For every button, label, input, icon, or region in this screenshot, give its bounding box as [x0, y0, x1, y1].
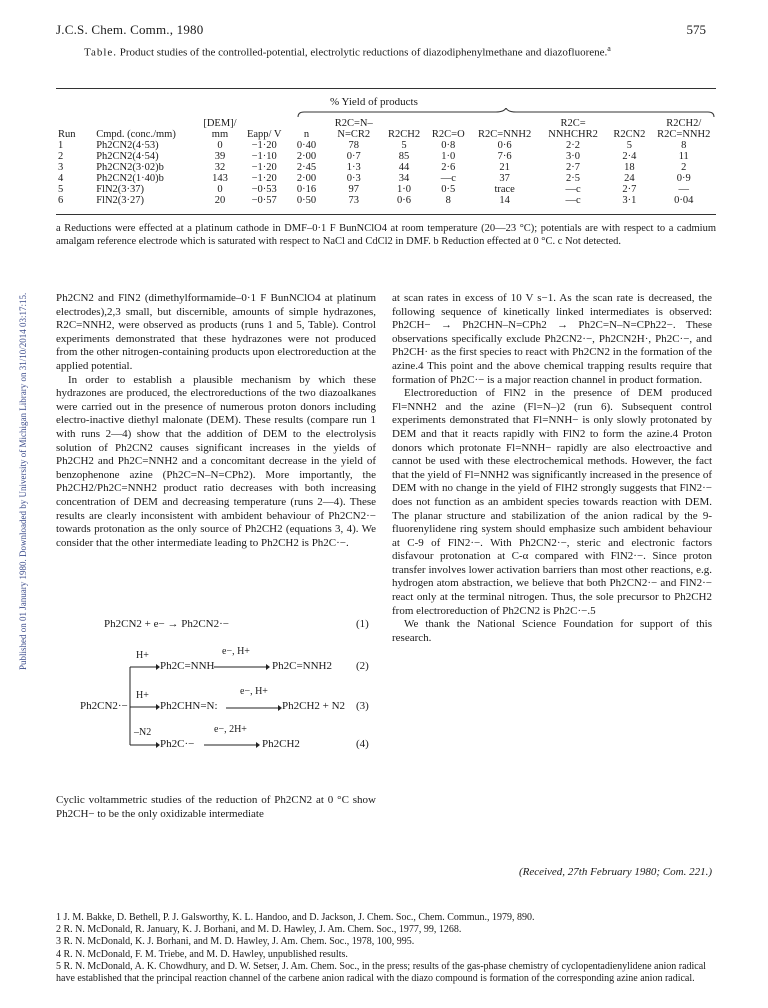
- table-cell: 2·2: [566, 140, 581, 151]
- col-hydrazone: R2C=NNH2: [478, 129, 532, 140]
- eq1-number: (1): [356, 618, 369, 630]
- table-cell: 85: [398, 151, 410, 162]
- table-row: [56, 184, 716, 195]
- eq3-arrow: [224, 700, 288, 716]
- table-cell: 8: [681, 140, 687, 151]
- col-azine: R2C=N– N=CR2: [334, 118, 373, 140]
- table-cell: 0·7: [346, 151, 361, 162]
- table-footnotes: a Reductions were effected at a platinum cathode in DMF–0·1 F BunNClO4 at room temperature (20—23 °C); potentials are with respect to a cadmium amalgam reference electrode which is saturated with respect to NaCl and CdCl2 in DMF. b Reduction effected at 0 °C. c Not detected.: [56, 223, 716, 247]
- table-cell: Ph2CN2(4·54): [96, 151, 159, 162]
- eq3-start: Ph2CN2·−: [80, 700, 128, 712]
- eq2-intermediate: Ph2C=NNH: [160, 660, 215, 672]
- table-cell: 21: [499, 162, 510, 173]
- eq3-intermediate: Ph2CHN=N:: [160, 700, 218, 712]
- table-row: [56, 162, 716, 173]
- right-paragraph-3: We thank the National Science Foundation for support of this research.: [392, 618, 712, 644]
- eq4-product: Ph2CH2: [262, 738, 300, 750]
- eq3-condition: H+: [136, 690, 149, 701]
- left-paragraph-3: Cyclic voltammetric studies of the reduction of Ph2CN2 at 0 °C show Ph2CH− to be the only oxidizable intermediate: [56, 794, 376, 820]
- table-cell: 2·00: [296, 173, 317, 184]
- left-paragraph-3-wrap: [56, 794, 376, 821]
- table-cell: 97: [348, 184, 359, 195]
- table-row: [56, 140, 716, 151]
- eq3-product: Ph2CH2 + N2: [282, 700, 346, 712]
- left-column: [56, 292, 376, 550]
- table-cell: 0·40: [296, 140, 317, 151]
- table-cell: 0: [217, 184, 223, 195]
- table-cell: 5: [626, 140, 632, 151]
- table-cell: 39: [214, 151, 226, 162]
- right-paragraph-2: Electroreduction of FlN2 in the presence of DEM produced Fl=NNH2 and the azine (Fl=N–)2 (run 6). Subsequent control experiments demonstrated that Fl=NNH− is only slowly protonated by DEM and that it reacts rapidly with FlN2 to form the azine.4 Proton donors which protonate Fl=NNH− rapidly are also electroactive and cannot be used with these electrochemical methods. However, the fact that the yield of Fl=NNH2 was significantly increased in the presence of DEM with no change in the yield of FlH2 strongly suggests that FlN2·− does not function as an ambident species towards reaction with DEM. The planar structure and stabilization of the anion radical by the 9-fluorenylidene ring system should emphasize such ambident behaviour at C-9 of FlN2·−. With Ph2CN2·−, steric and electronic factors disfavour protonation at C-α compared with FlN2·−. Since proton transfer involves lower activation barriers than most other reactions, e.g. hydrogen atom abstraction, we believe that both Ph2CN2·− and FlN2·− react only at the terminal nitrogen. Thus, the sole precursor to Ph2CH2 from electroreduction of Ph2CN2 is Ph2C·−.5: [392, 387, 712, 617]
- table-top-rule: [56, 88, 716, 89]
- caption-footnote-mark: a: [607, 44, 611, 53]
- table-cell: −1·20: [251, 162, 277, 173]
- table-cell: 3·1: [622, 195, 637, 206]
- table-cell: Ph2CN2(4·53): [96, 140, 159, 151]
- eq3-number: (3): [356, 700, 369, 712]
- table-cell: 3·0: [566, 151, 581, 162]
- table-cell: 1·0: [397, 184, 412, 195]
- table-cell: 18: [624, 162, 635, 173]
- table-cell: 2: [681, 162, 687, 173]
- left-paragraph-2: In order to establish a plausible mechanism by which these hydrazones are produced, the electroreductions of the two diazoalkanes were carried out in the presence of numerous proton donors including electro-inactive diethyl malonate (DEM). These results (compare run 1 with runs 2—4) show that the addition of DEM to the electrolysis solution of Ph2CN2 causes significant increases in the yields of Ph2CH2 and Ph2C=NNH2 and a concomitant decrease in the yield of benzophenone azine (Ph2C=N–N=CPh2). More importantly, the Ph2CH2/Ph2C=NNH2 product ratio decreases with both increasing concentration of DEM and decreasing temperature (runs 2—4). These results are clearly inconsistent with ambident behaviour of Ph2CN2·− towards protonation as the only source of Ph2CH2 (equations 3, 4). We consider that the other intermediate leading to Ph2CH2 is Ph2C·−.: [56, 373, 376, 549]
- equation-1: [104, 618, 229, 630]
- yield-brace: [296, 108, 716, 118]
- table-row: [56, 173, 716, 184]
- page-number: 575: [686, 22, 706, 37]
- journal-header: J.C.S. Chem. Comm., 1980: [56, 22, 204, 37]
- table-cell: 8: [445, 195, 451, 206]
- col-r2ch2: R2CH2: [387, 129, 421, 140]
- reference-1: 1 J. M. Bakke, D. Bethell, P. J. Galsworthy, K. L. Handoo, and D. Jackson, J. Chem. Soc., Chem. Commun., 1979, 890.: [56, 912, 535, 923]
- eq3-reagent: e−, H+: [240, 686, 268, 697]
- table-cell: 143: [212, 173, 228, 184]
- table-cell: 2·5: [566, 173, 581, 184]
- col-compound: Cmpd. (conc./mm): [96, 129, 176, 140]
- eq4-condition: –N2: [134, 727, 152, 738]
- col-dem: [DEM]/ mm: [203, 118, 237, 140]
- reference-3: 3 R. N. McDonald, K. J. Borhani, and M. D. Hawley, J. Am. Chem. Soc., 1978, 100, 995.: [56, 936, 415, 948]
- table-cell: −1·20: [251, 173, 277, 184]
- col-eapp: Eapp/ V: [246, 129, 282, 140]
- eq1-lhs: Ph2CN2 + e− →: [104, 618, 179, 630]
- table-cell: 78: [348, 140, 359, 151]
- right-column: [392, 292, 712, 645]
- table-cell: Ph2CN2(3·02)b: [96, 162, 164, 173]
- table-cell: —c: [565, 195, 581, 206]
- table-cell: 20: [214, 195, 226, 206]
- table-cell: 1·0: [441, 151, 456, 162]
- references: [56, 912, 716, 985]
- table-cell: 5: [58, 184, 64, 195]
- eq4-number: (4): [356, 738, 369, 750]
- col-r2cn2: R2CN2: [613, 129, 646, 140]
- table-cell: —c: [565, 184, 581, 195]
- table-cell: −0·57: [251, 195, 277, 206]
- eq2-product: Ph2C=NNH2: [272, 660, 332, 672]
- reference-4: 4 R. N. McDonald, F. M. Triebe, and M. D. Hawley, unpublished results.: [56, 948, 348, 960]
- table-cell: 37: [499, 173, 510, 184]
- table-row: [56, 151, 716, 162]
- table-cell: trace: [494, 184, 515, 195]
- table-cell: 2·4: [622, 151, 637, 162]
- eq2-number: (2): [356, 660, 369, 672]
- col-r2co: R2C=O: [431, 129, 465, 140]
- col-run: Run: [58, 129, 76, 140]
- table-cell: FlN2(3·27): [96, 195, 145, 206]
- table-caption-text: Product studies of the controlled-potential, electrolytic reductions of diazodiphenylmethane and diazofluorene.: [119, 46, 608, 59]
- table-cell: 24: [624, 173, 635, 184]
- col-alkylhydrazone: R2C= NNHCHR2: [548, 118, 598, 140]
- table-cell: −0·53: [251, 184, 277, 195]
- table-cell: —c: [440, 173, 456, 184]
- download-watermark: [6, 160, 28, 680]
- table-cell: 11: [678, 151, 689, 162]
- col-n: n: [303, 129, 310, 140]
- table-cell: Ph2CN2(1·40)b: [96, 173, 164, 184]
- download-notice: Published on 01 January 1980. Downloaded by University of Michigan Library on 31/10/2014 03:17:15.: [18, 292, 28, 670]
- table-cell: 34: [398, 173, 410, 184]
- table-label: Table.: [84, 46, 118, 59]
- results-table: [56, 118, 716, 206]
- table-cell: FlN2(3·37): [96, 184, 145, 195]
- table-cell: 1·3: [346, 162, 361, 173]
- table-bottom-rule: [56, 214, 716, 215]
- table-cell: 4: [58, 173, 64, 184]
- table-cell: 0·5: [441, 184, 456, 195]
- table-cell: 44: [398, 162, 410, 173]
- table-cell: 0·9: [676, 173, 691, 184]
- eq1-rhs: Ph2CN2·−: [181, 618, 229, 630]
- eq4-intermediate: Ph2C·−: [160, 738, 195, 750]
- reference-5: 5 R. N. McDonald, A. K. Chowdhury, and D. W. Setser, J. Am. Chem. Soc., in the press; results of the gas-phase chemistry of cyclopentadienylidene anion radical have established that the principal reaction channel of the carbene anion radical with the diazo compound is formation of the corresponding azine anion radical.: [56, 960, 706, 985]
- table-cell: 2: [58, 151, 64, 162]
- table-cell: −1·20: [251, 140, 277, 151]
- table-header-row: [56, 118, 716, 140]
- right-paragraph-1: at scan rates in excess of 10 V s−1. As the scan rate is decreased, the following sequence of kinetically linked intermediates is observed: Ph2CH− → Ph2CHN–N=CPh2 → Ph2C=N–N=CPh22−. These observations specifically exclude Ph2CN2·−, Ph2CN2H·, Ph2C·−, and Ph2CH· as the first species to react with Ph2CN2 in the formation of the azine.4 This point and the above chemical trapping results require that formation of Ph2C·− is a major reaction channel in product formation.: [392, 292, 712, 386]
- table-cell: 2·7: [566, 162, 581, 173]
- eq4-reagent: e−, 2H+: [214, 724, 247, 735]
- table-cell: 5: [401, 140, 407, 151]
- table-cell: 0·6: [497, 140, 512, 151]
- yield-heading: % Yield of products: [330, 96, 418, 108]
- reference-2: 2 R. N. McDonald, R. January, K. J. Borhani, and M. D. Hawley, J. Am. Chem. Soc., 1977, 99, 1268.: [56, 924, 462, 936]
- table-cell: 0·16: [296, 184, 317, 195]
- table-cell: 0·8: [441, 140, 456, 151]
- table-cell: 1: [58, 140, 64, 151]
- eq2-reagent: e−, H+: [222, 646, 250, 657]
- table-cell: 14: [499, 195, 510, 206]
- table-caption: [84, 44, 611, 59]
- table-cell: −1·10: [251, 151, 277, 162]
- left-paragraph-1: Ph2CN2 and FlN2 (dimethylformamide–0·1 F BunNClO4 at platinum electrodes),2,3 small, but discernible, amounts of simple hydrazones, R2C=NNH2, were observed as products (runs 1 and 5, Table). Control experiments demonstrated that these hydrazones were not produced from the other nitrogen-containing products upon electroreduction at the applied potential.: [56, 292, 376, 372]
- table-cell: 0·04: [674, 195, 694, 206]
- table-cell: 2·00: [296, 151, 317, 162]
- table-cell: 0·6: [397, 195, 412, 206]
- table-cell: 2·7: [622, 184, 637, 195]
- table-cell: 7·6: [497, 151, 512, 162]
- table-cell: 2·6: [441, 162, 456, 173]
- table-cell: 3: [58, 162, 64, 173]
- table-row: [56, 195, 716, 206]
- eq2-condition: H+: [136, 650, 149, 661]
- table-cell: 6: [58, 195, 64, 206]
- table-cell: 32: [214, 162, 226, 173]
- table-cell: 0·3: [346, 173, 361, 184]
- received-date: (Received, 27th February 1980; Com. 221.): [518, 866, 712, 878]
- table-cell: 0·50: [296, 195, 317, 206]
- table-cell: 73: [348, 195, 359, 206]
- table-cell: —: [678, 184, 689, 195]
- table-cell: 2·45: [296, 162, 317, 173]
- col-ratio: R2CH2/ R2C=NNH2: [657, 118, 711, 140]
- table-cell: 0: [217, 140, 223, 151]
